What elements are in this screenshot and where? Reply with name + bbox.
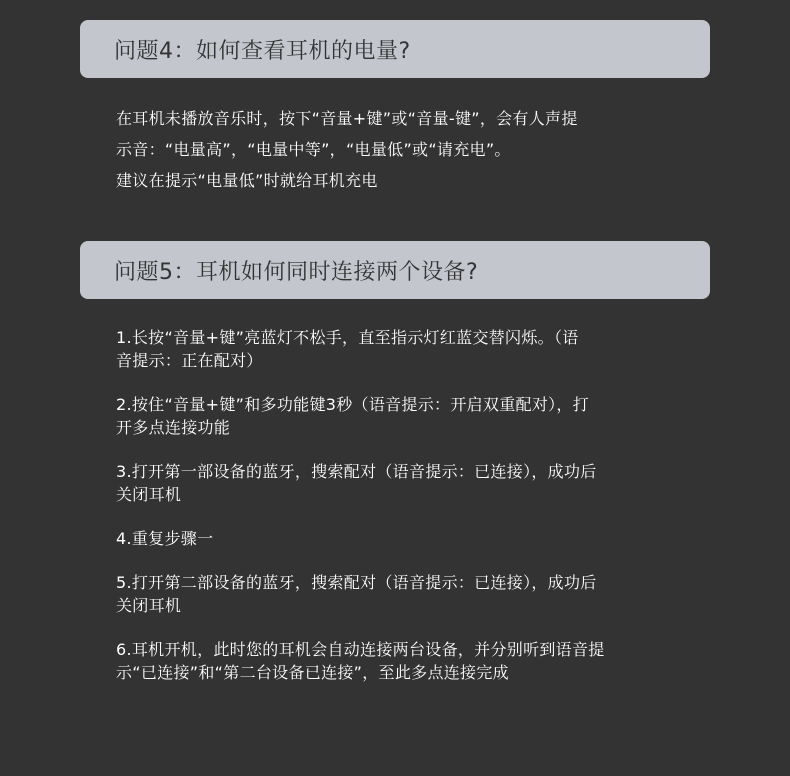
step-5-line-2: 关闭耳机	[116, 596, 182, 615]
step-1	[116, 326, 706, 372]
faq-question-5-title: 问题5：耳机如何同时连接两个设备?	[114, 259, 479, 285]
answer-4-line-2: 示音：“电量高”，“电量中等”，“电量低”或“请充电”。	[116, 140, 511, 159]
step-2-line-2: 开多点连接功能	[116, 418, 231, 437]
answer-4-line-3: 建议在提示“电量低”时就给耳机充电	[116, 171, 378, 190]
step-1-line-1: 1.长按“音量+键”亮蓝灯不松手，直至指示灯红蓝交替闪烁。（语	[116, 328, 579, 347]
faq-answer-5	[116, 326, 706, 684]
answer-4-line-1: 在耳机未播放音乐时，按下“音量+键”或“音量-键”，会有人声提	[116, 109, 578, 128]
step-6-line-2: 示“已连接”和“第二台设备已连接”，至此多点连接完成	[116, 663, 509, 682]
step-3-line-2: 关闭耳机	[116, 485, 182, 504]
step-6-line-1: 6.耳机开机，此时您的耳机会自动连接两台设备，并分别听到语音提	[116, 640, 605, 659]
step-5	[116, 571, 706, 617]
step-3-line-1: 3.打开第一部设备的蓝牙，搜索配对（语音提示：已连接），成功后	[116, 462, 597, 481]
step-6	[116, 638, 706, 684]
faq-answer-4	[116, 103, 706, 196]
step-2-line-1: 2.按住“音量+键”和多功能键3秒（语音提示：开启双重配对），打	[116, 395, 590, 414]
step-2	[116, 393, 706, 439]
step-3	[116, 460, 706, 506]
faq-question-4-title: 问题4：如何查看耳机的电量?	[114, 38, 411, 64]
faq-question-5-header	[80, 241, 710, 299]
step-4	[116, 527, 706, 550]
step-1-line-2: 音提示：正在配对）	[116, 351, 263, 370]
step-4-line-1: 4.重复步骤一	[116, 529, 214, 548]
faq-question-4-header	[80, 20, 710, 78]
step-5-line-1: 5.打开第二部设备的蓝牙，搜索配对（语音提示：已连接），成功后	[116, 573, 597, 592]
